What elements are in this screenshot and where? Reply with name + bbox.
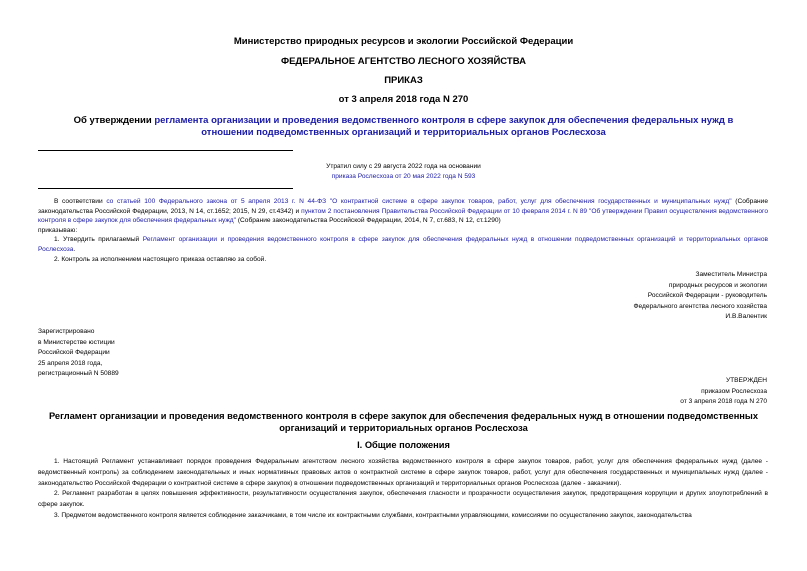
regulation-paragraph-1: 1. Настоящий Регламент устанавливает порядок проведения Федеральным агентством лесного хозяйства ведомственного контроля в сфере закупок товаров, работ, услуг для обеспечения федеральных нужд (далее - ведомственный контроль) за соблюдением законодательных и иных нормативных правовых актов о контрактной системе в сфере закупок товаров, работ, услуг для обеспечения государственных и муниципальных нужд (далее - законодательство Российской Федерации о контрактной системе в сфере закупок) в отношении подведомственных организаций и территориальных органов Рослесхоза (далее - заказчики). [38, 458, 768, 487]
signatory-name: И.В.Валентик [725, 313, 767, 320]
registration-line: в Министерстве юстиции [38, 338, 115, 346]
signature-line: Заместитель Министра [695, 271, 767, 278]
regulation-body [38, 457, 768, 522]
regulation-title: Регламент организации и проведения ведомственного контроля в сфере закупок для обеспечения федеральных нужд в отношении подведомственных организаций и территориальных органов Рослесхоза [48, 411, 759, 433]
order-word: приказываю: [38, 226, 78, 234]
order-heading: ПРИКАЗ [384, 75, 423, 86]
law-44fz-link[interactable]: со статьей 100 Федерального закона от 5 апреля 2013 г. N 44-ФЗ "О контрактной системе в сфере закупок товаров, работ, услуг для обеспечения государственных и муниципальных нужд" [106, 198, 732, 205]
preamble-paragraph [38, 197, 768, 226]
section-heading: I. Общие положения [357, 440, 450, 450]
signature-block [633, 270, 767, 323]
divider-bottom [38, 188, 293, 189]
title-regulation-link[interactable]: регламента организации и проведения ведомственного контроля в сфере закупок для обеспечения федеральных нужд в отношении подведомственных организаций и территориальных органов Рослесхоза [154, 115, 734, 138]
regulation-paragraph-2: 2. Регламент разработан в целях повышения эффективности, результативности осуществления закупок, обеспечения гласности и прозрачности осуществления закупок, предотвращения коррупции и других злоупотреблений в сфере закупок. [38, 490, 768, 509]
expired-notice [0, 162, 807, 182]
approved-date: от 3 апреля 2018 года N 270 [680, 398, 767, 405]
order-item-2: 2. Контроль за исполнением настоящего приказа оставляю за собой. [54, 255, 267, 263]
regulation-link[interactable]: Регламент организации и проведения ведомственного контроля в сфере закупок для обеспечения федеральных нужд в отношении подведомственных организаций и территориальных органов Рослесхоза [38, 236, 768, 253]
registration-line: Российской Федерации [38, 349, 110, 356]
registration-number: регистрационный N 50889 [38, 370, 119, 377]
agency-heading: ФЕДЕРАЛЬНОЕ АГЕНТСТВО ЛЕСНОГО ХОЗЯЙСТВА [280, 56, 526, 67]
signature-line: Российской Федерации - руководитель [647, 292, 767, 299]
item1-text: 1. Утвердить прилагаемый [54, 236, 143, 244]
ministry-heading: Министерство природных ресурсов и экологии Российской Федерации [233, 36, 574, 47]
signature-line: природных ресурсов и экологии [668, 281, 767, 289]
document-title [60, 115, 747, 139]
preamble-text-1: В соответствии [54, 198, 107, 205]
expired-order-link[interactable]: приказа Рослесхоза от 20 мая 2022 года N 593 [331, 173, 476, 180]
item1-end: . [73, 245, 76, 253]
divider-top [38, 150, 293, 151]
preamble-text-3: (Собрание законодательства Российской Федерации, 2014, N 7, ст.683, N 12, ст.1290) [236, 217, 501, 225]
registration-block [38, 327, 119, 380]
approved-label: УТВЕРЖДЕН [725, 377, 767, 384]
order-item-1 [38, 235, 768, 254]
order-date: от 3 апреля 2018 года N 270 [338, 94, 469, 105]
government-decree-link[interactable]: пунктом 2 постановления Правительства Российской Федерации от 10 февраля 2014 г. N 89 "Об утверждении Правил осуществления ведомственного контроля в сфере закупок для обеспечения федеральных нужд" [38, 207, 768, 225]
regulation-paragraph-3: 3. Предметом ведомственного контроля является соблюдение заказчиками, в том числе их контрактными службами, контрактными управляющими, комиссиями по осуществлению закупок, законодательства [54, 511, 692, 519]
approved-by: приказом Рослесхоза [701, 387, 767, 395]
preamble-block [38, 197, 768, 264]
title-prefix: Об утверждении [73, 115, 155, 126]
signature-line: Федерального агентства лесного хозяйства [633, 302, 767, 310]
registration-line: 25 апреля 2018 года, [38, 359, 103, 367]
approval-stamp [680, 376, 767, 408]
registration-line: Зарегистрировано [38, 328, 95, 335]
expired-text: Утратил силу с 29 августа 2022 года на основании [326, 163, 481, 170]
preamble-text-2: (Собрание законодательства Российской Федерации, 2013, N 14, ст.1652; 2015, N 29, ст.4342) и [38, 198, 768, 215]
